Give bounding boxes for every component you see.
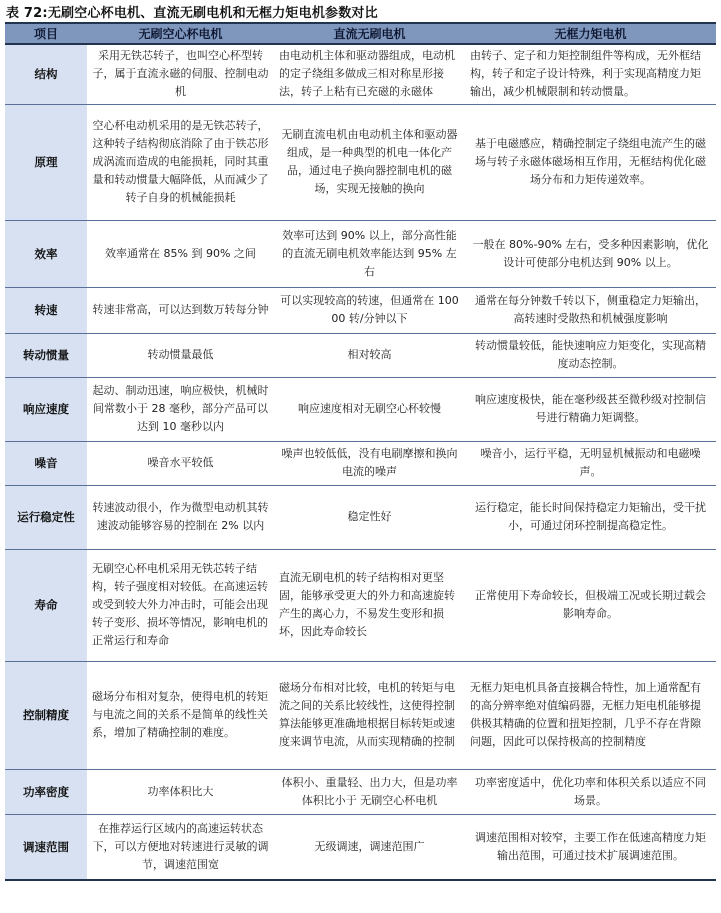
- header-frameless-torque-motor: 无框力矩电机: [465, 23, 716, 44]
- cell-bldc: 无刷直流电机由电动机主体和驱动器组成，是一种典型的机电一体化产品，通过电子换向器控制电机的磁场，实现无接触的换向: [274, 104, 465, 220]
- cell-frameless: 正常使用下寿命较长，但极端工况或长期过载会影响寿命。: [465, 549, 716, 661]
- row-label: 响应速度: [5, 377, 87, 441]
- cell-frameless: 噪音小，运行平稳，无明显机械振动和电磁噪声。: [465, 441, 716, 485]
- cell-coreless: 在推荐运行区域内的高速运转状态下，可以方便地对转速进行灵敏的调节，调速范围宽: [87, 814, 274, 880]
- cell-frameless: 基于电磁感应，精确控制定子绕组电流产生的磁场与转子永磁体磁场相互作用，无框结构优化磁场分布和力矩传递效率。: [465, 104, 716, 220]
- cell-coreless: 转速非常高，可以达到数万转每分钟: [87, 287, 274, 333]
- table-row: [5, 104, 716, 220]
- cell-bldc: 响应速度相对无刷空心杯较慢: [274, 377, 465, 441]
- cell-coreless: 采用无铁芯转子，也叫空心杯型转子，属于直流永磁的伺服、控制电动机: [87, 44, 274, 104]
- cell-frameless: 通常在每分钟数千转以下，侧重稳定力矩输出，高转速时受散热和机械强度影响: [465, 287, 716, 333]
- cell-frameless: 转动惯量较低，能快速响应力矩变化，实现高精度动态控制。: [465, 333, 716, 377]
- cell-bldc: 稳定性好: [274, 485, 465, 549]
- row-label: 控制精度: [5, 661, 87, 769]
- row-label: 运行稳定性: [5, 485, 87, 549]
- cell-bldc: 磁场分布相对比较，电机的转矩与电流之间的关系比较线性，这使得控制算法能够更准确地根据目标转矩或速度来调节电流，从而实现精确的控制: [274, 661, 465, 769]
- table-row: [5, 220, 716, 287]
- header-row: [5, 23, 716, 44]
- cell-frameless: 响应速度极快，能在毫秒级甚至微秒级对控制信号进行精确力矩调整。: [465, 377, 716, 441]
- table-row: [5, 441, 716, 485]
- cell-coreless: 转动惯量最低: [87, 333, 274, 377]
- table-row: [5, 814, 716, 880]
- cell-coreless: 功率体积比大: [87, 769, 274, 814]
- cell-coreless: 起动、制动迅速，响应极快，机械时间常数小于 28 毫秒，部分产品可以达到 10 毫秒以内: [87, 377, 274, 441]
- table-row: [5, 377, 716, 441]
- row-label: 效率: [5, 220, 87, 287]
- header-bldc-motor: 直流无刷电机: [274, 23, 465, 44]
- table-row: [5, 44, 716, 104]
- cell-frameless: 一般在 80%-90% 左右，受多种因素影响，优化设计可使部分电机达到 90% 以上。: [465, 220, 716, 287]
- table-row: [5, 287, 716, 333]
- table-row: [5, 333, 716, 377]
- row-label: 转动惯量: [5, 333, 87, 377]
- cell-frameless: 由转子、定子和力矩控制组件等构成，无外框结构，转子和定子设计特殊，利于实现高精度力矩输出，减少机械限制和转动惯量。: [465, 44, 716, 104]
- cell-coreless: 空心杯电动机采用的是无铁芯转子，这种转子结构彻底消除了由于铁芯形成涡流而造成的电能损耗，同时其重量和转动惯量大幅降低，从而减少了转子自身的机械能损耗: [87, 104, 274, 220]
- table-row: [5, 549, 716, 661]
- cell-bldc: 相对较高: [274, 333, 465, 377]
- cell-coreless: 磁场分布相对复杂，使得电机的转矩与电流之间的关系不是简单的线性关系，增加了精确控制的难度。: [87, 661, 274, 769]
- table-title: 表 72:无刷空心杯电机、直流无刷电机和无框力矩电机参数对比: [6, 6, 378, 21]
- row-label: 噪音: [5, 441, 87, 485]
- cell-bldc: 噪声也较低低，没有电刷摩擦和换向电流的噪声: [274, 441, 465, 485]
- cell-coreless: 效率通常在 85% 到 90% 之间: [87, 220, 274, 287]
- cell-frameless: 功率密度适中，优化功率和体积关系以适应不同场景。: [465, 769, 716, 814]
- row-label: 调速范围: [5, 814, 87, 880]
- row-label: 结构: [5, 44, 87, 104]
- header-coreless-motor: 无刷空心杯电机: [87, 23, 274, 44]
- cell-coreless: 无刷空心杯电机采用无铁芯转子结构，转子强度相对较低。在高速运转或受到较大外力冲击时，可能会出现转子变形、损坏等情况，影响电机的正常运行和寿命: [87, 549, 274, 661]
- cell-frameless: 运行稳定，能长时间保持稳定力矩输出，受干扰小，可通过闭环控制提高稳定性。: [465, 485, 716, 549]
- row-label: 转速: [5, 287, 87, 333]
- table-row: [5, 661, 716, 769]
- header-item: 项目: [5, 23, 87, 44]
- cell-bldc: 可以实现较高的转速，但通常在 10000 转/分钟以下: [274, 287, 465, 333]
- cell-bldc: 无级调速，调速范围广: [274, 814, 465, 880]
- cell-coreless: 转速波动很小，作为微型电动机其转速波动能够容易的控制在 2% 以内: [87, 485, 274, 549]
- cell-coreless: 噪音水平较低: [87, 441, 274, 485]
- row-label: 原理: [5, 104, 87, 220]
- cell-bldc: 体积小、重量轻、出力大，但是功率体积比小于 无刷空心杯电机: [274, 769, 465, 814]
- row-label: 功率密度: [5, 769, 87, 814]
- table-row: [5, 769, 716, 814]
- cell-bldc: 直流无刷电机的转子结构相对更坚固，能够承受更大的外力和高速旋转产生的离心力，不易发生变形和损坏，因此寿命较长: [274, 549, 465, 661]
- comparison-table: [5, 22, 716, 881]
- cell-frameless: 无框力矩电机具备直接耦合特性，加上通常配有的高分辨率绝对值编码器，无框力矩电机能够提供极其精确的位置和扭矩控制，几乎不存在背隙问题，因此可以保持极高的控制精度: [465, 661, 716, 769]
- row-label: 寿命: [5, 549, 87, 661]
- cell-bldc: 效率可达到 90% 以上，部分高性能的直流无刷电机效率能达到 95% 左右: [274, 220, 465, 287]
- cell-frameless: 调速范围相对较窄，主要工作在低速高精度力矩输出范围，可通过技术扩展调速范围。: [465, 814, 716, 880]
- table-row: [5, 485, 716, 549]
- cell-bldc: 由电动机主体和驱动器组成，电动机的定子绕组多做成三相对称星形接法，转子上粘有已充磁的永磁体: [274, 44, 465, 104]
